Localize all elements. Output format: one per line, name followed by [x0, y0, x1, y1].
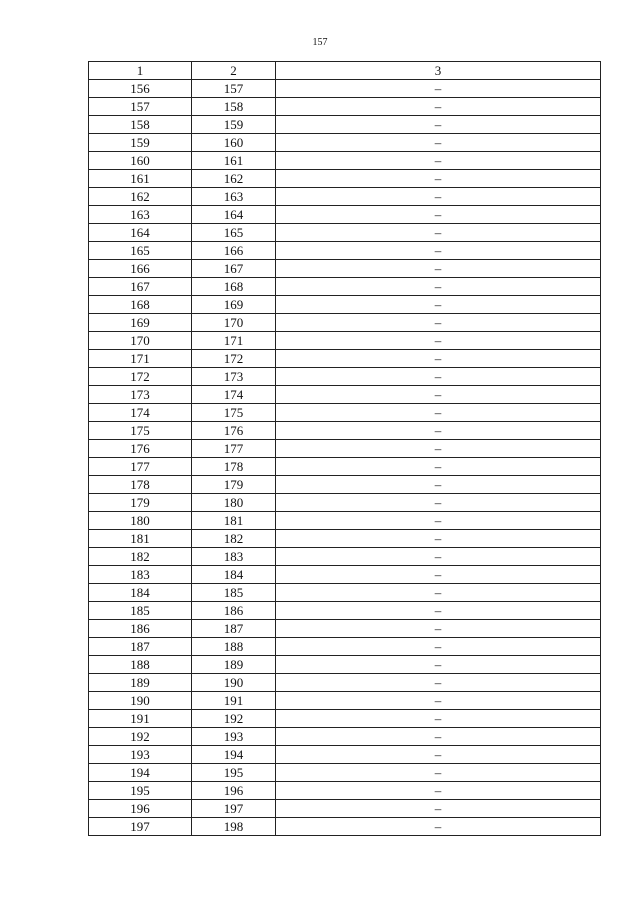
- table-row: [89, 242, 601, 260]
- table-cell-col-3: –: [276, 530, 601, 548]
- table-cell-col-3: –: [276, 800, 601, 818]
- table-cell-col-3: –: [276, 368, 601, 386]
- table-cell-col-3: –: [276, 386, 601, 404]
- table-row: [89, 170, 601, 188]
- column-header-2: 2: [192, 62, 276, 80]
- table-cell-col-1: 174: [89, 404, 192, 422]
- table-cell-col-1: 178: [89, 476, 192, 494]
- table-cell-col-2: 197: [192, 800, 276, 818]
- table-row: [89, 800, 601, 818]
- table-cell-col-2: 195: [192, 764, 276, 782]
- table-cell-col-3: –: [276, 566, 601, 584]
- table-cell-col-1: 157: [89, 98, 192, 116]
- table-row: [89, 782, 601, 800]
- table-cell-col-2: 173: [192, 368, 276, 386]
- table-row: [89, 260, 601, 278]
- table-cell-col-2: 184: [192, 566, 276, 584]
- table-row: [89, 440, 601, 458]
- table-cell-col-1: 162: [89, 188, 192, 206]
- table-cell-col-2: 174: [192, 386, 276, 404]
- table-row: [89, 224, 601, 242]
- table-cell-col-1: 165: [89, 242, 192, 260]
- table-cell-col-3: –: [276, 494, 601, 512]
- table-cell-col-3: –: [276, 818, 601, 836]
- table-row: [89, 422, 601, 440]
- table-cell-col-3: –: [276, 584, 601, 602]
- table-cell-col-2: 193: [192, 728, 276, 746]
- table-cell-col-3: –: [276, 314, 601, 332]
- table-cell-col-3: –: [276, 548, 601, 566]
- table-cell-col-1: 175: [89, 422, 192, 440]
- table-cell-col-2: 161: [192, 152, 276, 170]
- table-cell-col-3: –: [276, 278, 601, 296]
- table-row: [89, 386, 601, 404]
- table-cell-col-1: 179: [89, 494, 192, 512]
- table-cell-col-2: 162: [192, 170, 276, 188]
- table-cell-col-2: 167: [192, 260, 276, 278]
- table-cell-col-1: 172: [89, 368, 192, 386]
- table-cell-col-2: 163: [192, 188, 276, 206]
- header-row: [89, 62, 601, 80]
- table-cell-col-3: –: [276, 350, 601, 368]
- table-cell-col-2: 189: [192, 656, 276, 674]
- table-row: [89, 674, 601, 692]
- table-cell-col-3: –: [276, 98, 601, 116]
- table-cell-col-2: 176: [192, 422, 276, 440]
- table-cell-col-1: 176: [89, 440, 192, 458]
- table-cell-col-1: 161: [89, 170, 192, 188]
- table-cell-col-3: –: [276, 440, 601, 458]
- table-cell-col-3: –: [276, 260, 601, 278]
- table-cell-col-2: 196: [192, 782, 276, 800]
- table-cell-col-1: 192: [89, 728, 192, 746]
- table-cell-col-1: 158: [89, 116, 192, 134]
- table-cell-col-3: –: [276, 404, 601, 422]
- table-cell-col-2: 183: [192, 548, 276, 566]
- table-cell-col-3: –: [276, 476, 601, 494]
- table-cell-col-2: 168: [192, 278, 276, 296]
- table-cell-col-2: 188: [192, 638, 276, 656]
- table-body: [89, 80, 601, 836]
- table-cell-col-1: 185: [89, 602, 192, 620]
- table-cell-col-3: –: [276, 152, 601, 170]
- table-cell-col-1: 171: [89, 350, 192, 368]
- table-row: [89, 530, 601, 548]
- table-cell-col-2: 165: [192, 224, 276, 242]
- table-cell-col-1: 189: [89, 674, 192, 692]
- table-row: [89, 80, 601, 98]
- table-row: [89, 134, 601, 152]
- table-cell-col-2: 159: [192, 116, 276, 134]
- table-row: [89, 584, 601, 602]
- table-row: [89, 656, 601, 674]
- column-header-3: 3: [276, 62, 601, 80]
- table-cell-col-1: 186: [89, 620, 192, 638]
- table-cell-col-1: 193: [89, 746, 192, 764]
- table-cell-col-2: 157: [192, 80, 276, 98]
- table-cell-col-2: 185: [192, 584, 276, 602]
- table-cell-col-1: 169: [89, 314, 192, 332]
- table-cell-col-2: 172: [192, 350, 276, 368]
- table-cell-col-3: –: [276, 764, 601, 782]
- table-cell-col-2: 194: [192, 746, 276, 764]
- table-row: [89, 728, 601, 746]
- table-cell-col-3: –: [276, 692, 601, 710]
- table-row: [89, 296, 601, 314]
- table-cell-col-1: 190: [89, 692, 192, 710]
- table-cell-col-3: –: [276, 242, 601, 260]
- table-cell-col-2: 177: [192, 440, 276, 458]
- table-cell-col-1: 182: [89, 548, 192, 566]
- table-cell-col-2: 181: [192, 512, 276, 530]
- table-cell-col-2: 182: [192, 530, 276, 548]
- table-cell-col-2: 190: [192, 674, 276, 692]
- table-row: [89, 188, 601, 206]
- table-cell-col-1: 163: [89, 206, 192, 224]
- table-row: [89, 476, 601, 494]
- table-row: [89, 458, 601, 476]
- table-cell-col-3: –: [276, 674, 601, 692]
- table-row: [89, 152, 601, 170]
- table-cell-col-2: 158: [192, 98, 276, 116]
- table-cell-col-3: –: [276, 188, 601, 206]
- table-cell-col-2: 171: [192, 332, 276, 350]
- table-cell-col-2: 169: [192, 296, 276, 314]
- table-cell-col-2: 192: [192, 710, 276, 728]
- table-cell-col-1: 167: [89, 278, 192, 296]
- table-cell-col-1: 166: [89, 260, 192, 278]
- table-cell-col-2: 179: [192, 476, 276, 494]
- table-cell-col-3: –: [276, 728, 601, 746]
- table-cell-col-2: 191: [192, 692, 276, 710]
- table-cell-col-3: –: [276, 512, 601, 530]
- table-cell-col-1: 164: [89, 224, 192, 242]
- table-row: [89, 368, 601, 386]
- table-cell-col-1: 181: [89, 530, 192, 548]
- table-row: [89, 404, 601, 422]
- table-cell-col-3: –: [276, 638, 601, 656]
- table-cell-col-2: 198: [192, 818, 276, 836]
- table-cell-col-2: 186: [192, 602, 276, 620]
- table-cell-col-1: 191: [89, 710, 192, 728]
- page-number: 157: [312, 37, 328, 48]
- table-row: [89, 710, 601, 728]
- table-cell-col-2: 175: [192, 404, 276, 422]
- table-cell-col-1: 170: [89, 332, 192, 350]
- table-row: [89, 206, 601, 224]
- table-cell-col-2: 187: [192, 620, 276, 638]
- table-cell-col-1: 195: [89, 782, 192, 800]
- table-row: [89, 746, 601, 764]
- table-cell-col-1: 173: [89, 386, 192, 404]
- table-cell-col-2: 178: [192, 458, 276, 476]
- table-cell-col-3: –: [276, 458, 601, 476]
- table-cell-col-1: 183: [89, 566, 192, 584]
- table-cell-col-2: 170: [192, 314, 276, 332]
- table-cell-col-3: –: [276, 422, 601, 440]
- table-row: [89, 512, 601, 530]
- table-cell-col-3: –: [276, 134, 601, 152]
- table-cell-col-3: –: [276, 656, 601, 674]
- table-row: [89, 548, 601, 566]
- table-cell-col-3: –: [276, 296, 601, 314]
- table-cell-col-3: –: [276, 602, 601, 620]
- table-row: [89, 350, 601, 368]
- data-table: [88, 61, 601, 836]
- table-row: [89, 620, 601, 638]
- table-row: [89, 818, 601, 836]
- table-cell-col-3: –: [276, 224, 601, 242]
- table-cell-col-2: 160: [192, 134, 276, 152]
- table-cell-col-1: 168: [89, 296, 192, 314]
- table-cell-col-3: –: [276, 206, 601, 224]
- table-cell-col-1: 159: [89, 134, 192, 152]
- table-cell-col-3: –: [276, 332, 601, 350]
- table-row: [89, 278, 601, 296]
- table-row: [89, 98, 601, 116]
- table-cell-col-1: 196: [89, 800, 192, 818]
- table-cell-col-1: 177: [89, 458, 192, 476]
- table-row: [89, 638, 601, 656]
- table-cell-col-2: 164: [192, 206, 276, 224]
- column-header-1: 1: [89, 62, 192, 80]
- table-cell-col-3: –: [276, 170, 601, 188]
- table-cell-col-3: –: [276, 710, 601, 728]
- table-cell-col-3: –: [276, 116, 601, 134]
- table-cell-col-1: 197: [89, 818, 192, 836]
- table-row: [89, 602, 601, 620]
- table-row: [89, 314, 601, 332]
- table-cell-col-1: 187: [89, 638, 192, 656]
- table-cell-col-3: –: [276, 80, 601, 98]
- table-cell-col-1: 188: [89, 656, 192, 674]
- table-cell-col-3: –: [276, 746, 601, 764]
- table-row: [89, 764, 601, 782]
- table-cell-col-1: 184: [89, 584, 192, 602]
- table-cell-col-2: 180: [192, 494, 276, 512]
- table-row: [89, 566, 601, 584]
- table-cell-col-3: –: [276, 782, 601, 800]
- table-row: [89, 332, 601, 350]
- table-row: [89, 692, 601, 710]
- table-header: [89, 62, 601, 80]
- table-cell-col-1: 156: [89, 80, 192, 98]
- table-row: [89, 116, 601, 134]
- table-cell-col-1: 180: [89, 512, 192, 530]
- table-cell-col-3: –: [276, 620, 601, 638]
- table-cell-col-2: 166: [192, 242, 276, 260]
- table-cell-col-1: 160: [89, 152, 192, 170]
- table-cell-col-1: 194: [89, 764, 192, 782]
- table-row: [89, 494, 601, 512]
